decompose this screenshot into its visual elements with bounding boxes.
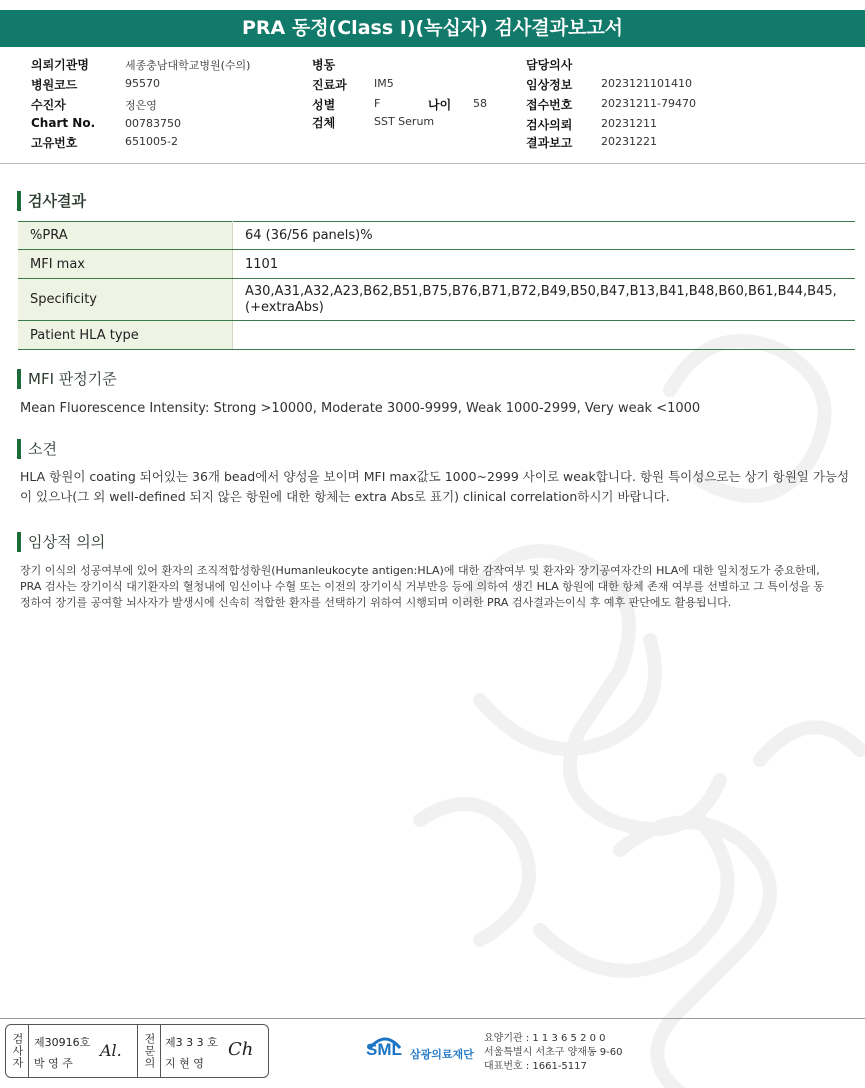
doctor-label: 담당의사 (526, 58, 573, 72)
sex-value: F (374, 97, 381, 110)
receipt-no-label: 접수번호 (526, 98, 573, 112)
report-title: PRA 동정(Class I)(녹십자) 검사결과보고서 (0, 10, 865, 47)
hospital-code-label: 병원코드 (31, 78, 78, 92)
clinical-significance-text: 장기 이식의 성공여부에 있어 환자의 조직적합성항원(Humanleukocyte antigen:HLA)에 대한 감작여부 및 환자와 장기공여자간의 HLA에 대한 일치정도가 중요한데, PRA 검사는 장기이식 대기환자의 혈청내에 임신이나 수혈 또는 이전의 장기이식 거부반응 등에 의하여 생긴 HLA 항원에 대한 항체 존재 여부를 선별하고 그 특이성을 동정하여 장기를 공여할 뇌사자가 발생시에 신속히 적합한 환자를 선택하기 위하여 시행되며 이러한 PRA 검사결과는이식 후 예후 판단에도 활용됩니다. (20, 564, 825, 609)
age-value: 58 (473, 97, 487, 110)
specimen-label: 검체 (312, 116, 336, 130)
examiner-license-no: 제30916호 (34, 1036, 91, 1049)
table-row (18, 222, 855, 250)
approver-label (137, 1025, 161, 1077)
mfi-section-title: MFI 판정기준 (17, 369, 117, 389)
result-key: MFI max (18, 250, 233, 279)
approver-label-text: 전문의 (143, 1033, 156, 1069)
org-phone: 대표번호 : 1661-5117 (484, 1061, 587, 1072)
dept-value: IM5 (374, 77, 394, 90)
result-value: 1101 (233, 250, 856, 279)
examiner-label-text: 검사자 (11, 1033, 24, 1069)
result-key: %PRA (18, 222, 233, 250)
patient-value: 정은영 (125, 99, 157, 112)
agency-code: 요양기관 : 1 1 3 6 5 2 0 0 (484, 1033, 606, 1044)
sex-label: 성별 (312, 98, 336, 112)
hospital-value: 세종충남대학교병원(수의) (125, 59, 251, 72)
request-date-label: 검사의뢰 (526, 118, 573, 132)
org-address: 서울특별시 서초구 양재동 9-60 (484, 1047, 623, 1058)
hospital-code-value: 95570 (125, 77, 160, 90)
patient-label: 수진자 (31, 98, 66, 112)
findings-section-title: 소견 (17, 439, 57, 459)
table-row (18, 250, 855, 279)
hospital-label: 의뢰기관명 (31, 58, 89, 72)
receipt-no-value: 20231211-79470 (601, 97, 696, 110)
dept-label: 진료과 (312, 78, 347, 92)
clinical-info-label: 임상정보 (526, 78, 573, 92)
results-section-title: 검사결과 (17, 191, 86, 211)
org-contact-info (484, 1032, 623, 1074)
examiner-label (6, 1025, 29, 1077)
clinical-info-value: 2023121101410 (601, 77, 692, 90)
examiner-name: 박 영 주 (34, 1057, 73, 1070)
result-key: Specificity (18, 279, 233, 321)
mfi-criteria-text: Mean Fluorescence Intensity: Strong >10000, Moderate 3000-9999, Weak 1000-2999, Very weak <1000 (20, 401, 701, 416)
table-row (18, 279, 855, 321)
ward-label: 병동 (312, 58, 336, 72)
clinical-significance-title: 임상적 의의 (17, 532, 105, 552)
result-value: 64 (36/56 panels)% (233, 222, 856, 250)
signature-box (5, 1024, 269, 1078)
org-name: 삼광의료재단 (410, 1048, 474, 1061)
chart-no-label: Chart No. (31, 116, 96, 130)
footer-divider (0, 1018, 865, 1019)
report-date-value: 20231221 (601, 135, 657, 148)
report-date-label: 결과보고 (526, 136, 573, 150)
examiner-signature: Al. (100, 1041, 122, 1060)
patient-info-section (0, 55, 865, 161)
results-table (18, 221, 855, 350)
approver-signature: Ch (228, 1039, 254, 1060)
findings-text: HLA 항원이 coating 되어있는 36개 bead에서 양성을 보이며 MFI max값도 1000~2999 사이로 weak합니다. 항원 특이성으로는 상기 항원일 가능성이 있으나(그 외 well-defined 되지 않은 항원에 대한 항체는 extra Abs로 표기) clinical correlation하시기 바랍니다. (20, 469, 850, 504)
request-date-value: 20231211 (601, 117, 657, 130)
table-row (18, 321, 855, 350)
result-value (233, 321, 856, 350)
age-label: 나이 (428, 98, 452, 112)
chart-no-value: 00783750 (125, 117, 181, 130)
specimen-value: SST Serum (374, 115, 435, 128)
approver-license-no: 제3 3 3 호 (165, 1036, 218, 1049)
logo-text: SML (366, 1040, 402, 1059)
result-key: Patient HLA type (18, 321, 233, 350)
result-value: A30,A31,A32,A23,B62,B51,B75,B76,B71,B72,B49,B50,B47,B13,B41,B48,B60,B61,B44,B45,(+extraAbs) (233, 279, 856, 321)
unique-no-value: 651005-2 (125, 135, 178, 148)
approver-name: 지 현 영 (165, 1057, 204, 1070)
header-divider (0, 163, 865, 164)
unique-no-label: 고유번호 (31, 136, 78, 150)
